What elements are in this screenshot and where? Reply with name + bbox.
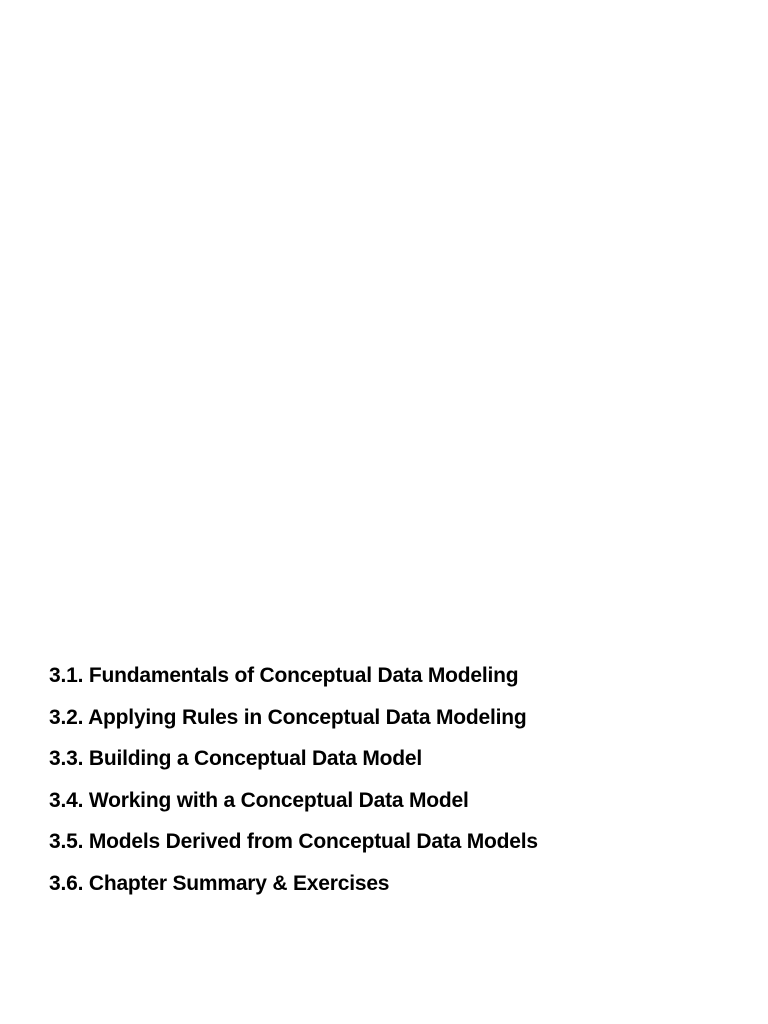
toc-item-3-6: 3.6. Chapter Summary & Exercises bbox=[49, 871, 390, 895]
toc-item-3-5: 3.5. Models Derived from Conceptual Data Models bbox=[49, 830, 538, 854]
toc-item-3-4: 3.4. Working with a Conceptual Data Model bbox=[49, 788, 469, 812]
toc-item-3-3: 3.3. Building a Conceptual Data Model bbox=[49, 747, 422, 771]
toc-item-3-2: 3.2. Applying Rules in Conceptual Data Modeling bbox=[49, 705, 527, 729]
toc-item-3-1: 3.1. Fundamentals of Conceptual Data Modeling bbox=[49, 664, 519, 687]
table-of-contents bbox=[49, 655, 749, 905]
